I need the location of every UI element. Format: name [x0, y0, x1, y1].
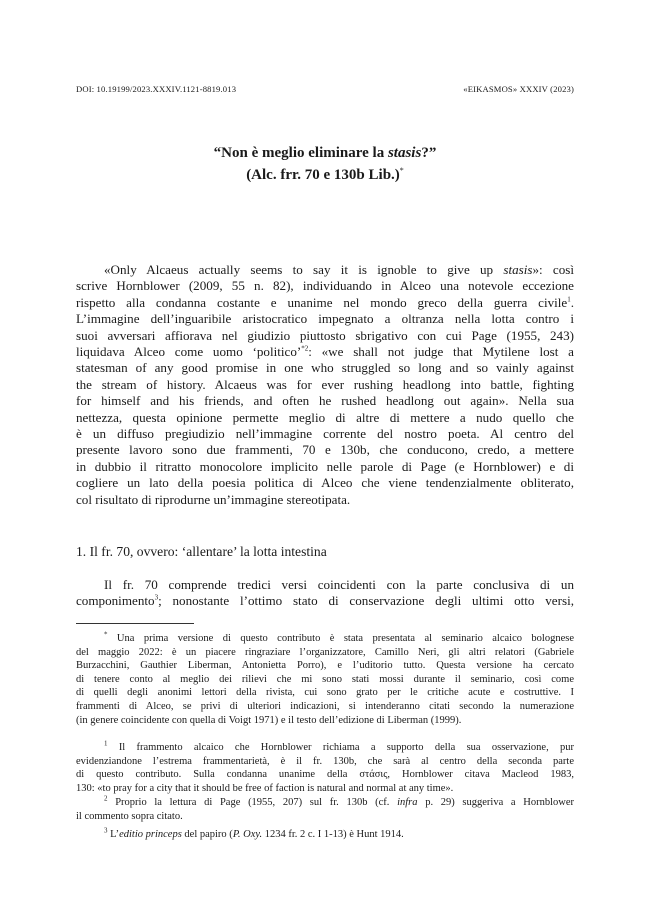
intro-line-3: rispetto alla condanna costante e unanime nel mondo greco della guerra civile$^1$. — [76, 294, 574, 310]
running-header — [76, 84, 574, 94]
intro-line-7: statesman of any good promise in one who struggled so long and so vainly against — [76, 360, 574, 376]
footnote-separator — [76, 623, 194, 624]
footnote-3 — [76, 828, 574, 842]
article-title — [0, 145, 650, 184]
section-heading: 1. Il fr. 70, ovvero: ‘allentare’ la lotta intestina — [76, 544, 327, 559]
intro-paragraph — [76, 262, 574, 508]
title-note-mark: * — [399, 166, 404, 175]
title-line-1: “Non è meglio eliminare la stasis?” — [213, 145, 437, 161]
section-line-1: Il fr. 70 comprende tredici versi coincidenti con la parte conclusiva di un — [104, 577, 574, 592]
journal-label: «EIKASMOS» XXXIV (2023) — [463, 84, 574, 94]
footnote-1-line-1: $^1$ Il frammento alcaico che Hornblower richiama a supporto della sua osservazione, pur — [104, 739, 575, 753]
footnote-3-mark: 3 — [104, 826, 108, 835]
footnote-star-mark: * — [104, 630, 108, 639]
intro-line-4: L’immagine dell’inguaribile aristocratico impegnato a oltranza nella lotta contro i — [76, 311, 574, 327]
intro-line-6: liquidava Alceo come uomo ‘politico’$^{*2}$: «we shall not judge that Mytilene lost a — [76, 344, 574, 360]
intro-line-13: in dubbio il ritratto monocolore implicito nelle parole di Page (e Hornblower) e di — [76, 458, 574, 474]
footnote-3-line-1: $^3$ L’editio princeps del papiro (P. Oxy. 1234 fr. 2 c. I 1-13) è Hunt 1914. — [104, 826, 404, 840]
intro-line-14: cogliere un lato della poesia politica di Alceo che viene tendenzialmente obliterato, — [76, 475, 574, 491]
intro-line-5: suoi avversari affiorava nel giudizio piuttosto sbrigativo con cui Page (1955, 243) — [76, 327, 574, 343]
intro-line-10: nettezza, questa opinione permette meglio di altre di mettere a nudo quello che — [76, 409, 574, 425]
footnote-star — [76, 632, 574, 727]
title-line-2: (Alc. frr. 70 e 130b Lib.)* — [246, 166, 404, 183]
footnote-ref-2[interactable]: *2 — [301, 344, 309, 353]
intro-line-11: è un diffuso pregiudizio nell’immagine corrente del nostro poeta. Al centro del — [76, 426, 574, 442]
intro-line-2: scrive Hornblower (2009, 55 n. 82), individuando in Alceo una notevole eccezione — [76, 278, 574, 294]
intro-line-1: «Only Alcaeus actually seems to say it is ignoble to give up stasis»: così — [104, 262, 574, 277]
footnote-star-line-6: frammenti di Alceo, se privi di ulteriori indicazioni, si intenderanno citati secondo la numerazione — [76, 700, 574, 712]
footnote-star-line-5: di quelli degli anonimi lettori della rivista, cui sono grato per le critiche acute e costruttive. I — [76, 687, 574, 699]
footnote-2 — [76, 796, 574, 823]
doi-label: DOI: 10.19199/2023.XXXIV.1121-8819.013 — [76, 84, 237, 94]
intro-line-12: presente lavoro sono due frammenti, 70 e 130b, che conducono, credo, a mettere — [76, 442, 574, 458]
footnote-1 — [76, 741, 574, 795]
intro-line-9: for himself and his friends, and often he rushed headlong out again». Nella sua — [76, 393, 574, 409]
footnote-ref-3[interactable]: 3 — [154, 594, 159, 603]
footnote-star-line-2: del maggio 2022: è un piacere ringraziare l’organizzatore, Camillo Neri, gli altri relatori (Gabriele — [76, 646, 574, 658]
intro-line-15: col risultato di riprodurne un’immagine stereotipata. — [76, 491, 351, 507]
footnote-star-line-4: di tenere conto al meglio dei rilievi che mi sono stati mossi durante il seminario, così come — [76, 673, 574, 685]
footnote-ref-1[interactable]: 1 — [567, 295, 571, 304]
footnote-star-line-3: Burzacchini, Gauthier Liberman, Antonietta Porro), e l’uditorio tutto. Questa versione ha cercato — [76, 660, 574, 672]
footnote-2-line-1: $^2$ Proprio la lettura di Page (1955, 207) sul fr. 130b (cf. infra p. 29) suggeriva a Hornblower — [104, 794, 575, 808]
section-line-2: componimento$^3$; nonostante l’ottimo stato di conservazione degli ultimi otto versi, — [76, 593, 574, 609]
footnote-2-line-2: il commento sopra citato. — [76, 810, 183, 822]
footnote-star-line-1: * Una prima versione di questo contributo è stata presentata al seminario alcaico bolognese — [104, 630, 574, 644]
footnote-star-line-7: (in genere coincidente con quella di Voigt 1971) e il testo dell’edizione di Liberman (1999). — [76, 714, 462, 726]
footnote-1-line-4: 130: «to pray for a city that it should be free of faction is natural and normal at any time». — [76, 782, 454, 794]
footnote-1-mark: 1 — [104, 739, 108, 748]
footnote-1-line-3: di questo contributo. Sulla condanna unanime della στάσις, Hornblower citava Macleod 1983, — [76, 769, 574, 781]
footnote-1-line-2: evidenziandone l’estrema frammentarietà, è il fr. 130b, che sarà al centro della seconda parte — [76, 755, 574, 767]
section-paragraph — [76, 577, 574, 610]
footnote-2-mark: 2 — [104, 794, 108, 803]
intro-line-8: the stream of history. Alcaeus was for ever rushing headlong into battle, fighting — [76, 376, 574, 392]
